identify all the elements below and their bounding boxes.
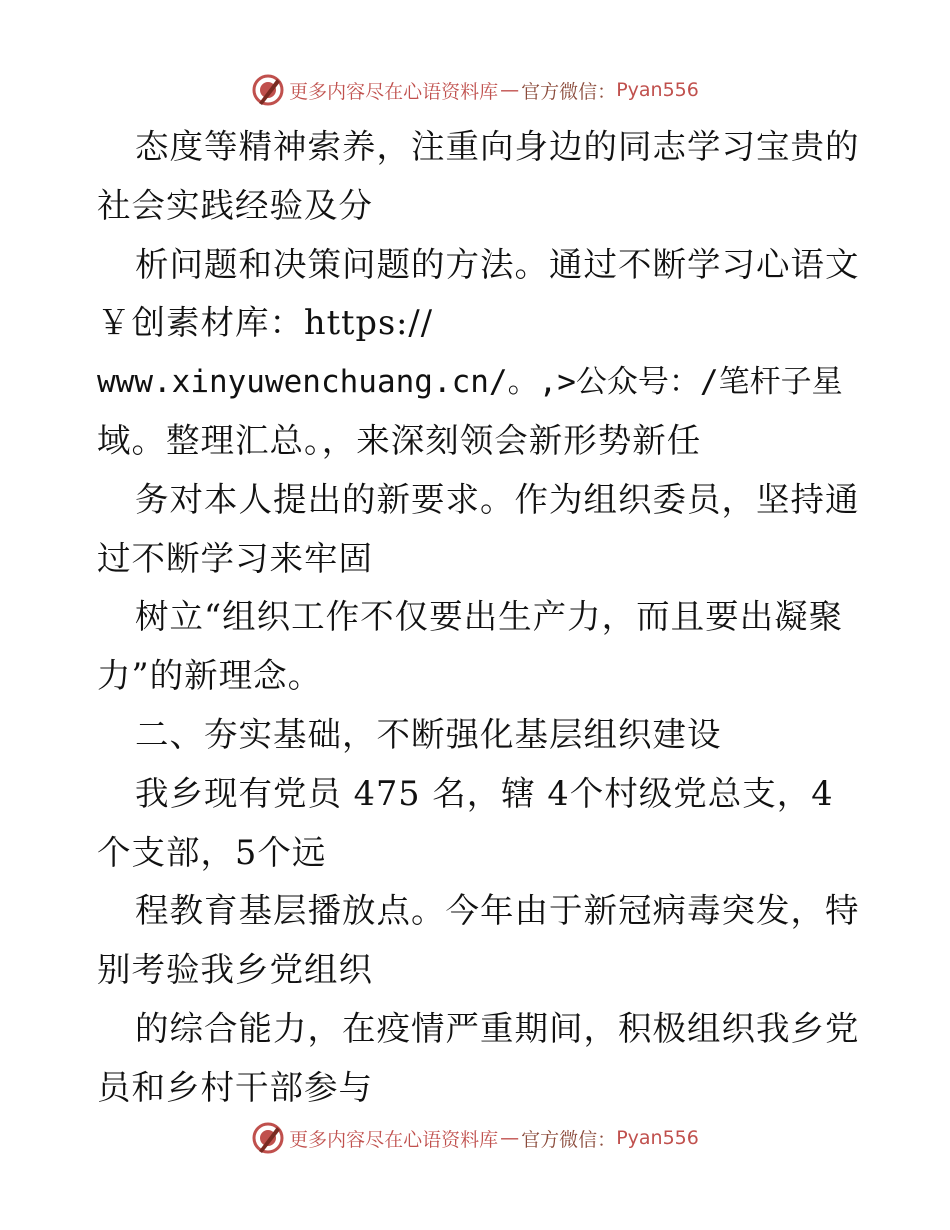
pen-logo-icon [251, 1121, 285, 1155]
text-line: ￥创素材库：https:// [97, 303, 433, 343]
pen-logo-icon [251, 73, 285, 107]
text-line: 个支部，5个远 [97, 832, 327, 872]
text-line: 域。整理汇总。，来深刻领会新形势新任 [97, 420, 702, 460]
watermark-dash: — [500, 79, 520, 101]
watermark-main-text: 更多内容尽在心语资料库 [289, 80, 499, 103]
text-line: 我乡现有党员 475 名，辖 4个村级党总支，4 [135, 773, 834, 813]
section-heading: 二、夯实基础，不断强化基层组织建设 [135, 714, 722, 754]
watermark-label: 官方微信： [521, 80, 617, 103]
text-line: 树立“组织工作不仅要出生产力，而且要出凝聚 [135, 597, 844, 637]
text-line: 的综合能力，在疫情严重期间，积极组织我乡党 [135, 1008, 860, 1048]
text-line: 社会实践经验及分 [97, 185, 373, 225]
text-line: 态度等精神索养，注重向身边的同志学习宝贵的 [135, 127, 860, 166]
watermark-main-text: 更多内容尽在心语资料库 [289, 1128, 499, 1151]
text-line: www.xinyuwenchuang.cn/。,>公众号：/笔杆子星 [97, 364, 843, 401]
watermark-dash: — [500, 1127, 520, 1149]
text-line: 别考验我乡党组织 [97, 950, 373, 990]
header-watermark [0, 70, 950, 110]
text-line: 务对本人提出的新要求。作为组织委员，坚持通 [135, 479, 860, 519]
watermark-label: 官方微信： [521, 1128, 617, 1151]
watermark-id: Pyan556 [616, 79, 699, 101]
text-line: 析问题和决策问题的方法。通过不断学习心语文 [135, 244, 860, 284]
text-line: 过不断学习来牢固 [97, 538, 373, 578]
text-line: 员和乡村干部参与 [97, 1067, 373, 1107]
document-body [97, 118, 860, 1118]
footer-watermark [0, 1118, 950, 1158]
text-line: 程教育基层播放点。今年由于新冠病毒突发，特 [135, 891, 860, 931]
watermark-id: Pyan556 [616, 1127, 699, 1149]
text-line: 力”的新理念。 [97, 656, 323, 696]
